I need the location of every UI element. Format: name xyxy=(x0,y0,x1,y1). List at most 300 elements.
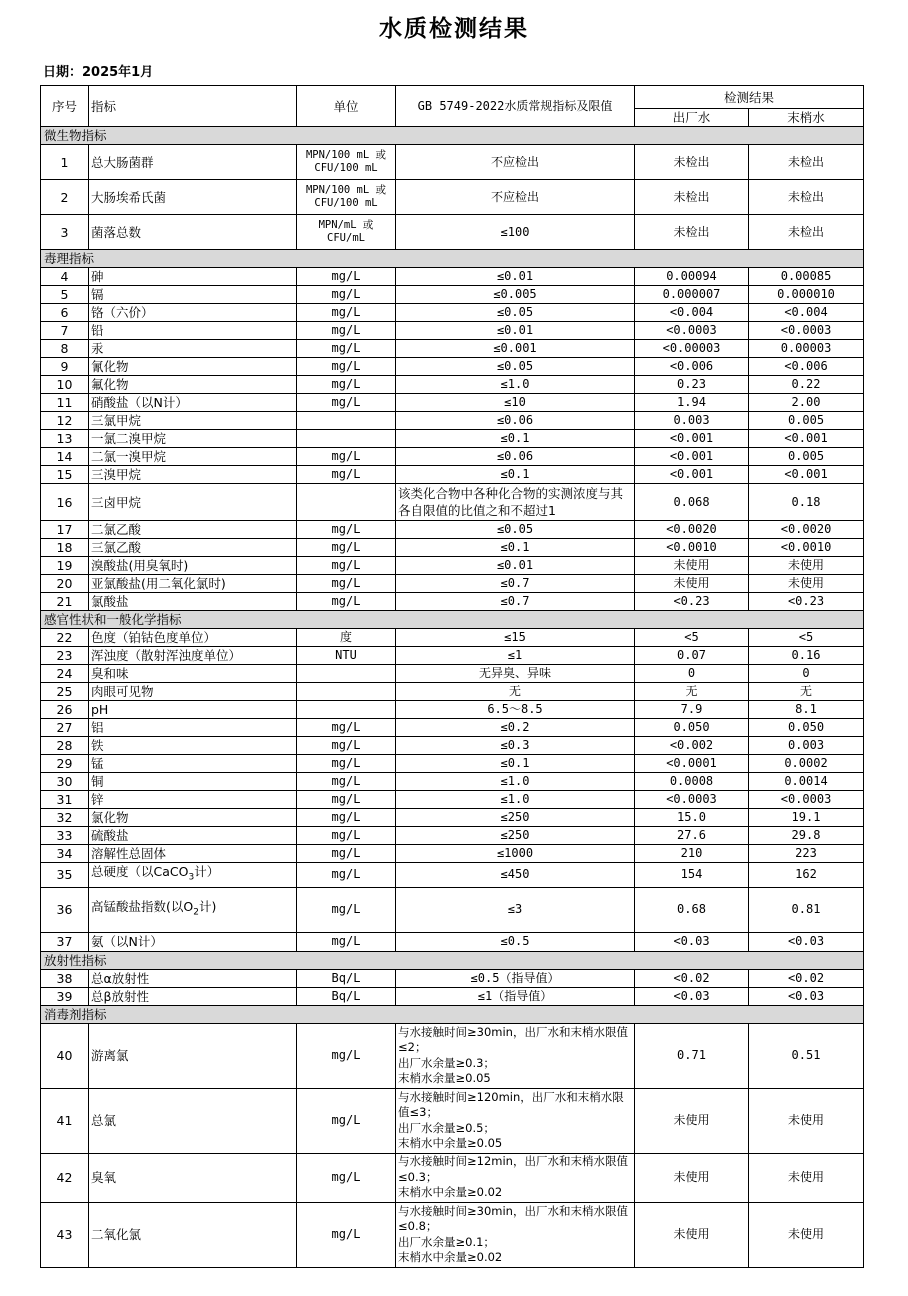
cell-unit: mg/L xyxy=(297,268,396,286)
section-row xyxy=(41,1005,864,1023)
cell-tap-result: 无 xyxy=(749,683,864,701)
cell-tap-result: 0.16 xyxy=(749,647,864,665)
cell-tap-result: <0.03 xyxy=(749,987,864,1005)
cell-limit: ≤0.7 xyxy=(396,575,635,593)
section-title: 毒理指标 xyxy=(41,250,864,268)
cell-limit: ≤0.01 xyxy=(396,557,635,575)
cell-unit: mg/L xyxy=(297,557,396,575)
cell-limit: ≤450 xyxy=(396,863,635,888)
cell-seq: 18 xyxy=(41,539,89,557)
cell-indicator: 铁 xyxy=(89,737,297,755)
table-row xyxy=(41,180,864,215)
table-row xyxy=(41,322,864,340)
limit-line: 与水接触时间≥30min，出厂水和末梢水限值≤0.8； xyxy=(398,1203,628,1233)
cell-seq: 39 xyxy=(41,987,89,1005)
cell-limit: 6.5～8.5 xyxy=(396,701,635,719)
table-row xyxy=(41,647,864,665)
cell-tap-result: 19.1 xyxy=(749,809,864,827)
table-row xyxy=(41,987,864,1005)
cell-seq: 31 xyxy=(41,791,89,809)
section-row xyxy=(41,951,864,969)
cell-unit: mg/L xyxy=(297,791,396,809)
cell-limit: ≤0.2 xyxy=(396,719,635,737)
section-row xyxy=(41,611,864,629)
cell-tap-result: 162 xyxy=(749,863,864,888)
cell-tap-result: 29.8 xyxy=(749,827,864,845)
section-title: 消毒剂指标 xyxy=(41,1005,864,1023)
table-row xyxy=(41,448,864,466)
cell-factory-result: <0.00003 xyxy=(635,340,749,358)
table-body xyxy=(41,127,864,1268)
cell-unit: MPN/100 mL 或 CFU/100 mL xyxy=(297,180,396,215)
cell-factory-result: 0.000007 xyxy=(635,286,749,304)
cell-seq: 34 xyxy=(41,845,89,863)
cell-factory-result: <0.0020 xyxy=(635,521,749,539)
table-row xyxy=(41,412,864,430)
cell-indicator: 锌 xyxy=(89,791,297,809)
header-factory: 出厂水 xyxy=(635,109,749,127)
table-row xyxy=(41,340,864,358)
cell-seq: 29 xyxy=(41,755,89,773)
cell-tap-result: 0.050 xyxy=(749,719,864,737)
table-row xyxy=(41,809,864,827)
cell-indicator: 亚氯酸盐(用二氧化氯时) xyxy=(89,575,297,593)
cell-unit: 度 xyxy=(297,629,396,647)
cell-tap-result: <0.004 xyxy=(749,304,864,322)
cell-seq: 40 xyxy=(41,1023,89,1088)
cell-indicator: 总氯 xyxy=(89,1088,297,1153)
cell-factory-result: 未检出 xyxy=(635,215,749,250)
cell-limit: 不应检出 xyxy=(396,145,635,180)
cell-factory-result: 0.68 xyxy=(635,887,749,932)
cell-seq: 38 xyxy=(41,969,89,987)
table-row xyxy=(41,701,864,719)
cell-tap-result: 未使用 xyxy=(749,1153,864,1202)
cell-limit: ≤15 xyxy=(396,629,635,647)
cell-tap-result: <0.23 xyxy=(749,593,864,611)
cell-unit: mg/L xyxy=(297,394,396,412)
table-row xyxy=(41,887,864,932)
limit-line: 出厂水余量≥0.3； xyxy=(398,1055,495,1070)
cell-unit: mg/L xyxy=(297,304,396,322)
cell-tap-result: <0.02 xyxy=(749,969,864,987)
cell-factory-result: 7.9 xyxy=(635,701,749,719)
cell-unit: mg/L xyxy=(297,466,396,484)
cell-factory-result: 0.068 xyxy=(635,484,749,521)
cell-indicator: 三卤甲烷 xyxy=(89,484,297,521)
table-row xyxy=(41,575,864,593)
cell-factory-result: 0.71 xyxy=(635,1023,749,1088)
cell-indicator: 三氯甲烷 xyxy=(89,412,297,430)
indicator-subscript: 3 xyxy=(188,872,195,883)
cell-indicator: 氯酸盐 xyxy=(89,593,297,611)
cell-unit: Bq/L xyxy=(297,969,396,987)
indicator-text-tail: 计) xyxy=(198,898,217,914)
cell-factory-result: <0.02 xyxy=(635,969,749,987)
cell-unit: mg/L xyxy=(297,773,396,791)
cell-limit: ≤1（指导值） xyxy=(396,987,635,1005)
table-row xyxy=(41,521,864,539)
cell-tap-result: 0.00085 xyxy=(749,268,864,286)
cell-seq: 20 xyxy=(41,575,89,593)
cell-limit: ≤0.05 xyxy=(396,358,635,376)
cell-indicator: 色度（铂钴色度单位） xyxy=(89,629,297,647)
cell-limit xyxy=(396,1153,635,1202)
cell-indicator xyxy=(89,887,297,932)
cell-limit: 不应检出 xyxy=(396,180,635,215)
cell-unit: mg/L xyxy=(297,448,396,466)
cell-indicator: 硫酸盐 xyxy=(89,827,297,845)
cell-tap-result: 0.22 xyxy=(749,376,864,394)
table-row xyxy=(41,737,864,755)
indicator-text: 总硬度（以CaCO xyxy=(91,864,189,879)
cell-unit: mg/L xyxy=(297,887,396,932)
cell-indicator: 铜 xyxy=(89,773,297,791)
cell-factory-result: <5 xyxy=(635,629,749,647)
cell-tap-result: 未使用 xyxy=(749,1202,864,1267)
cell-factory-result: <0.001 xyxy=(635,448,749,466)
cell-indicator: 三溴甲烷 xyxy=(89,466,297,484)
cell-seq: 22 xyxy=(41,629,89,647)
cell-seq: 25 xyxy=(41,683,89,701)
cell-indicator: 铬（六价） xyxy=(89,304,297,322)
cell-factory-result: 未检出 xyxy=(635,145,749,180)
cell-indicator: 锰 xyxy=(89,755,297,773)
cell-limit: ≤0.1 xyxy=(396,430,635,448)
table-row xyxy=(41,629,864,647)
cell-limit: 无异臭、异味 xyxy=(396,665,635,683)
cell-indicator: 总α放射性 xyxy=(89,969,297,987)
cell-tap-result: <0.001 xyxy=(749,430,864,448)
section-title: 放射性指标 xyxy=(41,951,864,969)
table-row xyxy=(41,1202,864,1267)
cell-limit: ≤0.5（指导值） xyxy=(396,969,635,987)
cell-seq: 15 xyxy=(41,466,89,484)
cell-indicator: 氨（以N计） xyxy=(89,932,297,951)
table-row xyxy=(41,593,864,611)
cell-unit xyxy=(297,683,396,701)
cell-seq: 16 xyxy=(41,484,89,521)
table-row xyxy=(41,773,864,791)
table-row xyxy=(41,484,864,521)
table-row xyxy=(41,827,864,845)
cell-indicator: 一氯二溴甲烷 xyxy=(89,430,297,448)
cell-tap-result: 0.81 xyxy=(749,887,864,932)
cell-tap-result: 未使用 xyxy=(749,1088,864,1153)
cell-factory-result: 0.00094 xyxy=(635,268,749,286)
cell-factory-result: 未使用 xyxy=(635,575,749,593)
cell-indicator: 总β放射性 xyxy=(89,987,297,1005)
limit-line: 出厂水余量≥0.5； xyxy=(398,1120,495,1135)
cell-unit: mg/L xyxy=(297,1153,396,1202)
cell-unit: mg/L xyxy=(297,932,396,951)
cell-tap-result: 0 xyxy=(749,665,864,683)
cell-unit: mg/L xyxy=(297,575,396,593)
cell-tap-result: <5 xyxy=(749,629,864,647)
cell-factory-result: 1.94 xyxy=(635,394,749,412)
cell-factory-result: <0.0001 xyxy=(635,755,749,773)
cell-limit: ≤0.05 xyxy=(396,304,635,322)
cell-unit: mg/L xyxy=(297,376,396,394)
cell-factory-result: 未使用 xyxy=(635,1202,749,1267)
cell-indicator: 游离氯 xyxy=(89,1023,297,1088)
cell-factory-result: 0.050 xyxy=(635,719,749,737)
cell-limit: ≤3 xyxy=(396,887,635,932)
cell-limit: ≤0.05 xyxy=(396,521,635,539)
limit-line: 末梢水余量≥0.05 xyxy=(398,1071,491,1085)
cell-limit: ≤1000 xyxy=(396,845,635,863)
cell-factory-result: <0.0010 xyxy=(635,539,749,557)
cell-seq: 5 xyxy=(41,286,89,304)
cell-tap-result: 0.005 xyxy=(749,412,864,430)
cell-unit: Bq/L xyxy=(297,987,396,1005)
cell-unit: mg/L xyxy=(297,1023,396,1088)
cell-unit: mg/L xyxy=(297,358,396,376)
table-row xyxy=(41,145,864,180)
cell-seq: 35 xyxy=(41,863,89,888)
cell-indicator: 肉眼可见物 xyxy=(89,683,297,701)
cell-seq: 14 xyxy=(41,448,89,466)
cell-limit: ≤250 xyxy=(396,809,635,827)
cell-tap-result: 0.0002 xyxy=(749,755,864,773)
table-row xyxy=(41,430,864,448)
cell-factory-result: <0.001 xyxy=(635,466,749,484)
cell-limit: ≤0.7 xyxy=(396,593,635,611)
cell-tap-result: 223 xyxy=(749,845,864,863)
cell-seq: 13 xyxy=(41,430,89,448)
header-result: 检测结果 xyxy=(635,86,864,109)
cell-limit: ≤0.1 xyxy=(396,755,635,773)
cell-tap-result: <0.03 xyxy=(749,932,864,951)
table-row xyxy=(41,665,864,683)
table-row xyxy=(41,1153,864,1202)
cell-seq: 17 xyxy=(41,521,89,539)
cell-limit xyxy=(396,1088,635,1153)
cell-limit: ≤0.5 xyxy=(396,932,635,951)
cell-indicator: 氰化物 xyxy=(89,358,297,376)
table-row xyxy=(41,358,864,376)
cell-indicator: 硝酸盐（以N计） xyxy=(89,394,297,412)
cell-seq: 23 xyxy=(41,647,89,665)
cell-seq: 32 xyxy=(41,809,89,827)
cell-limit: ≤0.3 xyxy=(396,737,635,755)
cell-limit: ≤0.1 xyxy=(396,466,635,484)
cell-indicator: 铅 xyxy=(89,322,297,340)
page-title: 水质检测结果 xyxy=(379,16,529,42)
cell-limit xyxy=(396,1202,635,1267)
cell-indicator: 二氯一溴甲烷 xyxy=(89,448,297,466)
table-row xyxy=(41,719,864,737)
cell-seq: 24 xyxy=(41,665,89,683)
cell-unit: mg/L xyxy=(297,755,396,773)
section-row xyxy=(41,250,864,268)
cell-tap-result: 0.005 xyxy=(749,448,864,466)
table-row xyxy=(41,755,864,773)
cell-factory-result: 0.07 xyxy=(635,647,749,665)
cell-limit: ≤0.005 xyxy=(396,286,635,304)
cell-factory-result: 27.6 xyxy=(635,827,749,845)
table-row xyxy=(41,791,864,809)
header-seq: 序号 xyxy=(41,86,89,127)
cell-unit: MPN/mL 或 CFU/mL xyxy=(297,215,396,250)
cell-factory-result: 未检出 xyxy=(635,180,749,215)
header-tap: 末梢水 xyxy=(749,109,864,127)
cell-seq: 37 xyxy=(41,932,89,951)
cell-seq: 11 xyxy=(41,394,89,412)
cell-seq: 2 xyxy=(41,180,89,215)
cell-indicator: 溴酸盐(用臭氧时) xyxy=(89,557,297,575)
cell-factory-result: 未使用 xyxy=(635,1088,749,1153)
cell-unit: mg/L xyxy=(297,845,396,863)
cell-tap-result: 0.000010 xyxy=(749,286,864,304)
table-row xyxy=(41,215,864,250)
cell-seq: 19 xyxy=(41,557,89,575)
cell-factory-result: <0.002 xyxy=(635,737,749,755)
section-title: 感官性状和一般化学指标 xyxy=(41,611,864,629)
table-row xyxy=(41,863,864,888)
cell-limit: ≤0.01 xyxy=(396,322,635,340)
cell-seq: 41 xyxy=(41,1088,89,1153)
cell-unit: mg/L xyxy=(297,809,396,827)
cell-unit: mg/L xyxy=(297,340,396,358)
cell-limit: 无 xyxy=(396,683,635,701)
cell-seq: 42 xyxy=(41,1153,89,1202)
cell-limit: ≤100 xyxy=(396,215,635,250)
cell-indicator: 砷 xyxy=(89,268,297,286)
cell-limit: ≤0.06 xyxy=(396,412,635,430)
cell-tap-result: 8.1 xyxy=(749,701,864,719)
table-row xyxy=(41,845,864,863)
cell-indicator: 氟化物 xyxy=(89,376,297,394)
cell-seq: 27 xyxy=(41,719,89,737)
cell-indicator: 氯化物 xyxy=(89,809,297,827)
cell-limit: 该类化合物中各种化合物的实测浓度与其各自限值的比值之和不超过1 xyxy=(396,484,635,521)
cell-factory-result: 0.003 xyxy=(635,412,749,430)
cell-seq: 3 xyxy=(41,215,89,250)
indicator-text-tail: 计） xyxy=(194,864,220,879)
cell-unit: mg/L xyxy=(297,539,396,557)
cell-indicator: pH xyxy=(89,701,297,719)
cell-tap-result: 未检出 xyxy=(749,215,864,250)
cell-factory-result: 15.0 xyxy=(635,809,749,827)
limit-line: 末梢水中余量≥0.02 xyxy=(398,1250,503,1264)
cell-factory-result: <0.0003 xyxy=(635,791,749,809)
cell-indicator: 大肠埃希氏菌 xyxy=(89,180,297,215)
cell-limit: ≤250 xyxy=(396,827,635,845)
cell-tap-result: 0.51 xyxy=(749,1023,864,1088)
cell-factory-result: 0 xyxy=(635,665,749,683)
cell-tap-result: 未检出 xyxy=(749,145,864,180)
cell-seq: 7 xyxy=(41,322,89,340)
cell-limit: ≤0.06 xyxy=(396,448,635,466)
limit-line: 与水接触时间≥12min，出厂水和末梢水限值≤0.3； xyxy=(398,1154,628,1184)
cell-unit: mg/L xyxy=(297,1088,396,1153)
header-unit: 单位 xyxy=(297,86,396,127)
cell-tap-result: <0.0020 xyxy=(749,521,864,539)
cell-indicator: 臭和味 xyxy=(89,665,297,683)
limit-line: 出厂水余量≥0.1； xyxy=(398,1234,495,1249)
cell-tap-result: 0.00003 xyxy=(749,340,864,358)
cell-unit: mg/L xyxy=(297,593,396,611)
cell-unit: mg/L xyxy=(297,322,396,340)
cell-unit: mg/L xyxy=(297,719,396,737)
cell-tap-result: 0.003 xyxy=(749,737,864,755)
cell-seq: 28 xyxy=(41,737,89,755)
cell-indicator: 二氧化氯 xyxy=(89,1202,297,1267)
cell-indicator: 三氯乙酸 xyxy=(89,539,297,557)
cell-indicator: 镉 xyxy=(89,286,297,304)
indicator-text: 高锰酸盐指数(以O xyxy=(91,898,194,914)
cell-unit: NTU xyxy=(297,647,396,665)
cell-seq: 9 xyxy=(41,358,89,376)
cell-seq: 6 xyxy=(41,304,89,322)
indicator-subscript: 2 xyxy=(193,907,199,918)
cell-seq: 43 xyxy=(41,1202,89,1267)
cell-factory-result: <0.0003 xyxy=(635,322,749,340)
cell-tap-result: <0.001 xyxy=(749,466,864,484)
cell-seq: 33 xyxy=(41,827,89,845)
cell-limit: ≤1 xyxy=(396,647,635,665)
cell-unit xyxy=(297,412,396,430)
table-row xyxy=(41,394,864,412)
header-row xyxy=(41,86,864,109)
table-row xyxy=(41,268,864,286)
cell-factory-result: <0.03 xyxy=(635,932,749,951)
cell-seq: 26 xyxy=(41,701,89,719)
cell-indicator xyxy=(89,863,297,888)
limit-line: 末梢水中余量≥0.02 xyxy=(398,1185,503,1200)
cell-factory-result: 210 xyxy=(635,845,749,863)
table-row xyxy=(41,304,864,322)
section-title: 微生物指标 xyxy=(41,127,864,145)
cell-seq: 8 xyxy=(41,340,89,358)
cell-tap-result: 0.0014 xyxy=(749,773,864,791)
cell-indicator: 浑浊度（散射浑浊度单位） xyxy=(89,647,297,665)
cell-unit xyxy=(297,665,396,683)
cell-seq: 21 xyxy=(41,593,89,611)
cell-tap-result: 未使用 xyxy=(749,557,864,575)
header-indicator: 指标 xyxy=(89,86,297,127)
table-row xyxy=(41,683,864,701)
table-row xyxy=(41,557,864,575)
cell-unit: mg/L xyxy=(297,863,396,888)
cell-limit: ≤1.0 xyxy=(396,773,635,791)
cell-indicator: 菌落总数 xyxy=(89,215,297,250)
cell-limit xyxy=(396,1023,635,1088)
section-row xyxy=(41,127,864,145)
cell-factory-result: <0.004 xyxy=(635,304,749,322)
cell-indicator: 总大肠菌群 xyxy=(89,145,297,180)
table-row xyxy=(41,932,864,951)
cell-unit: MPN/100 mL 或 CFU/100 mL xyxy=(297,145,396,180)
cell-factory-result: 无 xyxy=(635,683,749,701)
cell-factory-result: 0.0008 xyxy=(635,773,749,791)
cell-unit: mg/L xyxy=(297,1202,396,1267)
cell-unit: mg/L xyxy=(297,827,396,845)
cell-indicator: 铝 xyxy=(89,719,297,737)
table-row xyxy=(41,539,864,557)
water-quality-table xyxy=(40,85,864,1268)
cell-tap-result: <0.0003 xyxy=(749,322,864,340)
cell-tap-result: <0.0003 xyxy=(749,791,864,809)
cell-indicator: 二氯乙酸 xyxy=(89,521,297,539)
limit-line: 与水接触时间≥120min，出厂水和末梢水限值≤3； xyxy=(398,1089,624,1119)
table-row xyxy=(41,376,864,394)
cell-unit: mg/L xyxy=(297,521,396,539)
table-row xyxy=(41,286,864,304)
cell-factory-result: 未使用 xyxy=(635,557,749,575)
cell-limit: ≤1.0 xyxy=(396,376,635,394)
